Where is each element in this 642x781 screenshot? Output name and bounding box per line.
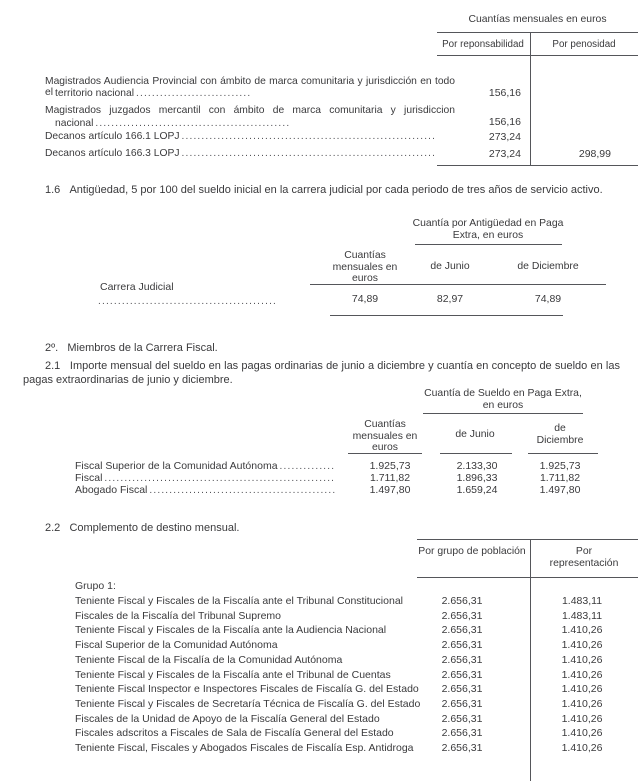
table3-cell-diciembre: 1.497,80 [539,484,581,496]
table-row [0,654,642,669]
table4-cell-representacion: 1.410,26 [561,713,603,725]
table1-row-label [45,148,435,159]
table4-row-label: Teniente Fiscal y Fiscales de la Fiscalía ante el Tribunal de Cuentas [75,669,391,681]
table4-cell-poblacion: 2.656,31 [441,654,483,666]
table1-cell-penosidad: 298,99 [578,148,611,160]
table4-row-label: Fiscal Superior de la Comunidad Autónoma [75,639,278,651]
table4-cell-poblacion: 2.656,31 [441,624,483,636]
table1-bottom-rule [437,165,638,166]
table2-cell-junio: 82,97 [436,293,464,305]
dot-leader [147,484,335,496]
table-row [0,698,642,713]
table4-cell-representacion: 1.410,26 [561,669,603,681]
table-row [0,683,642,698]
table2-span-header-rule [415,244,562,245]
table1-col-penosidad-header: Por penosidad [552,39,616,50]
table4-row-label: Fiscales adscritos a Fiscales de Sala de Fiscalía General del Estado [75,727,394,739]
table1-header-rule [437,55,638,56]
table3-col-diciembre-header: de Diciembre [536,423,584,446]
table4-row-label: Fiscales de la Fiscalía del Tribunal Supremo [75,610,282,622]
table3-row-label [75,460,335,472]
table1-row-label: Magistrados Audiencia Provincial con ámbito de marca comunitaria y jurisdicción en todo el [45,76,455,98]
table2-col-diciembre-header: de Diciembre [517,261,579,272]
dot-leader [180,131,435,142]
table3-span-header-rule [423,413,583,414]
table4-group-label: Grupo 1: [75,580,116,592]
table4-header-rule [417,577,638,578]
table4-col-poblacion-header: Por grupo de población [418,546,526,557]
section-2-1-paragraph: 2.1 Importe mensual del sueldo en las pagas ordinarias de junio a diciembre y cuantía en concepto de sueldo en las pagas extraordinarias de junio y diciembre. [23,360,620,387]
table4-cell-poblacion: 2.656,31 [441,698,483,710]
table-row [0,669,642,684]
table4-cell-representacion: 1.410,26 [561,654,603,666]
table4-row-label: Fiscales de la Unidad de Apoyo de la Fiscalía General del Estado [75,713,380,725]
table2-col-junio-header: de Junio [430,261,470,272]
table3-cell-junio: 2.133,30 [456,460,498,472]
table1-row-label-text: Decanos artículo 166.3 LOPJ [45,148,180,159]
dot-leader [134,88,251,99]
table-row [0,624,642,639]
table1-row-label-text: territorio nacional [55,88,134,99]
table3-col-mensual-header: Cuantías mensuales en euros [352,419,418,453]
table3-col-junio-header: de Junio [455,429,495,440]
table3-col1-rule [348,453,422,454]
table4-cell-representacion: 1.410,26 [561,639,603,651]
table4-cell-representacion: 1.483,11 [561,595,603,607]
table-row [0,639,642,654]
table4-row-label: Teniente Fiscal y Fiscales de la Fiscalía ante el Tribunal Constitucional [75,595,403,607]
table1-column-divider [530,32,531,166]
table3-col3-rule [528,453,598,454]
table4-cell-representacion: 1.410,26 [561,698,603,710]
table1-cell-responsabilidad: 273,24 [488,148,521,160]
table3-row-label-text: Abogado Fiscal [75,484,148,496]
table4-col-representacion-header: Por representación [549,546,619,569]
section-1-6-paragraph: 1.6 Antigüedad, 5 por 100 del sueldo inicial en la carrera judicial por cada periodo de tres años de servicio activo. [45,184,603,196]
table3-cell-junio: 1.659,24 [456,484,498,496]
table4-cell-poblacion: 2.656,31 [441,639,483,651]
table2-col-mensual-header: Cuantías mensuales en euros [332,250,398,284]
dot-leader [180,148,435,159]
table2-row-label: Carrera Judicial [100,281,174,293]
section-2-2-heading: 2.2 Complemento de destino mensual. [45,522,240,534]
table3-cell-mensual: 1.497,80 [369,484,411,496]
table4-cell-representacion: 1.410,26 [561,742,603,754]
table1-title: Cuantías mensuales en euros [468,14,607,25]
table4-row-label: Teniente Fiscal, Fiscales y Abogados Fiscales de Fiscalía Esp. Antidroga [75,742,414,754]
table-row [0,595,642,610]
table4-cell-poblacion: 2.656,31 [441,713,483,725]
table2-bottom-rule [330,315,563,316]
table1-cell-responsabilidad: 156,16 [488,87,521,99]
table1-top-rule [437,32,638,33]
table1-cell-responsabilidad: 156,16 [488,116,521,128]
table3-cell-junio: 1.896,33 [456,472,498,484]
table4-cell-poblacion: 2.656,31 [441,669,483,681]
table4-cell-poblacion: 2.656,31 [441,610,483,622]
table3-row-label [75,484,335,496]
table3-cell-diciembre: 1.711,82 [539,472,581,484]
table1-row-label-text: nacional [55,118,94,129]
table4-cell-representacion: 1.410,26 [561,683,603,695]
table2-span-header: Cuantía por Antigüedad en Paga Extra, en euros [412,218,564,241]
dot-leader [278,460,335,472]
table1-row-label [55,88,251,99]
section-2-heading: 2º. Miembros de la Carrera Fiscal. [45,342,218,354]
table4-cell-poblacion: 2.656,31 [441,727,483,739]
table4-top-rule [417,539,638,540]
table1-row-label-text: Decanos artículo 166.1 LOPJ [45,131,180,142]
table3-row-label-text: Fiscal Superior de la Comunidad Autónoma [75,460,278,472]
table3-row-label [75,472,335,484]
table1-col-responsabilidad-header: Por reponsabilidad [442,39,524,50]
table1-cell-responsabilidad: 273,24 [488,131,521,143]
table4-cell-representacion: 1.410,26 [561,624,603,636]
table2-header-rule [310,284,606,285]
table3-span-header: Cuantía de Sueldo en Paga Extra, en euros [424,388,582,411]
table4-cell-representacion: 1.410,26 [561,727,603,739]
table3-col2-rule [440,453,512,454]
table4-row-label: Teniente Fiscal de la Fiscalía de la Comunidad Autónoma [75,654,343,666]
table4-cell-representacion: 1.483,11 [561,610,603,622]
table-row [0,610,642,625]
table4-cell-poblacion: 2.656,31 [441,683,483,695]
table3-cell-mensual: 1.711,82 [369,472,411,484]
table1-row-label [45,131,435,142]
table-row [0,727,642,742]
table3-cell-mensual: 1.925,73 [369,460,411,472]
table3-row-label-text: Fiscal [75,472,103,484]
table2-cell-diciembre: 74,89 [534,293,562,305]
table-row [0,713,642,728]
table3-cell-diciembre: 1.925,73 [539,460,581,472]
table1-row-label: Magistrados juzgados mercantil con ámbito de marca comunitaria y jurisdiccion [45,105,455,116]
table4-cell-poblacion: 2.656,31 [441,742,483,754]
table4-cell-poblacion: 2.656,31 [441,595,483,607]
table4-row-label: Teniente Fiscal y Fiscales de la Fiscalía ante la Audiencia Nacional [75,624,387,636]
table4-row-label: Teniente Fiscal Inspector e Inspectores Fiscales de Fiscalía G. del Estado [75,683,419,695]
table4-row-label: Teniente Fiscal y Fiscales de Secretaría Técnica de Fiscalía G. del Estado [75,698,421,710]
table2-cell-mensual: 74,89 [351,293,379,305]
dot-leader [93,118,291,129]
table1-row-label [55,118,291,129]
table-row [0,742,642,757]
dot-leader [102,472,335,484]
dot-leader [98,291,276,309]
